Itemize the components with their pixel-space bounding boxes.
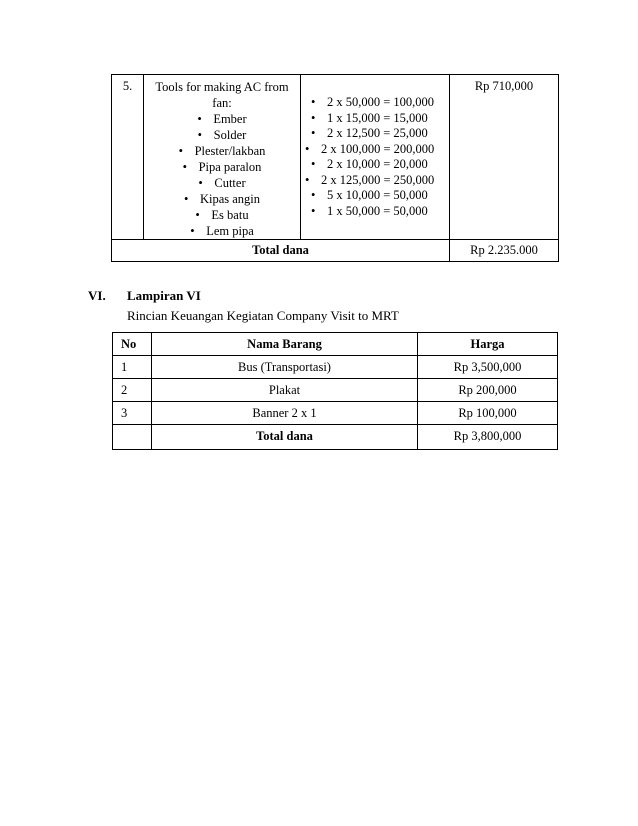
list-item: • 1 x 50,000 = 50,000 [301,204,449,220]
list-item: • Kipas angin [144,191,300,207]
column-header-nama-barang: Nama Barang [152,333,418,356]
item-name: Bus (Transportasi) [152,356,418,379]
list-item: • 2 x 125,000 = 250,000 [301,173,449,189]
table-row [113,379,558,402]
calculation-cell [301,75,450,240]
section-number: VI. [88,288,106,303]
total-row [113,425,558,450]
item-title: Tools for making AC from [155,80,289,94]
list-item: • 2 x 12,500 = 25,000 [301,126,449,142]
list-item: • Es batu [144,207,300,223]
column-header-no: No [113,333,152,356]
price-cell: Rp 710,000 [450,75,559,240]
item-cell [144,75,301,240]
item-title-cont: fan: [212,96,232,110]
item-price: Rp 3,500,000 [418,356,558,379]
total-value: Rp 2.235.000 [450,240,559,262]
item-name: Plakat [152,379,418,402]
item-price: Rp 100,000 [418,402,558,425]
row-number: 1 [113,356,152,379]
list-item: • 2 x 100,000 = 200,000 [301,142,449,158]
mrt-visit-cost-table [112,332,558,450]
table-row [113,402,558,425]
row-number: 3 [113,402,152,425]
list-item: • Plester/lakban [144,143,300,159]
item-price: Rp 200,000 [418,379,558,402]
list-item: • 2 x 10,000 = 20,000 [301,157,449,173]
section-subtitle: Rincian Keuangan Kegiatan Company Visit to MRT [127,308,399,323]
row-number: 2 [113,379,152,402]
tools-cost-table [111,74,559,262]
list-item: • Solder [144,127,300,143]
item-list [144,111,300,239]
empty-cell [113,425,152,450]
list-item: • 2 x 50,000 = 100,000 [301,95,449,111]
list-item: • Cutter [144,175,300,191]
section-title: Lampiran VI [127,288,201,303]
list-item: • Pipa paralon [144,159,300,175]
row-number: 5. [112,75,144,240]
list-item: • 5 x 10,000 = 50,000 [301,188,449,204]
total-label: Total dana [112,240,450,262]
list-item: • 1 x 15,000 = 15,000 [301,111,449,127]
total-label: Total dana [152,425,418,450]
table-row [113,356,558,379]
total-row [112,240,559,262]
item-name: Banner 2 x 1 [152,402,418,425]
table-row [112,75,559,240]
column-header-harga: Harga [418,333,558,356]
header-row [113,333,558,356]
total-value: Rp 3,800,000 [418,425,558,450]
calculation-list [301,95,449,219]
list-item: • Lem pipa [144,223,300,239]
list-item: • Ember [144,111,300,127]
